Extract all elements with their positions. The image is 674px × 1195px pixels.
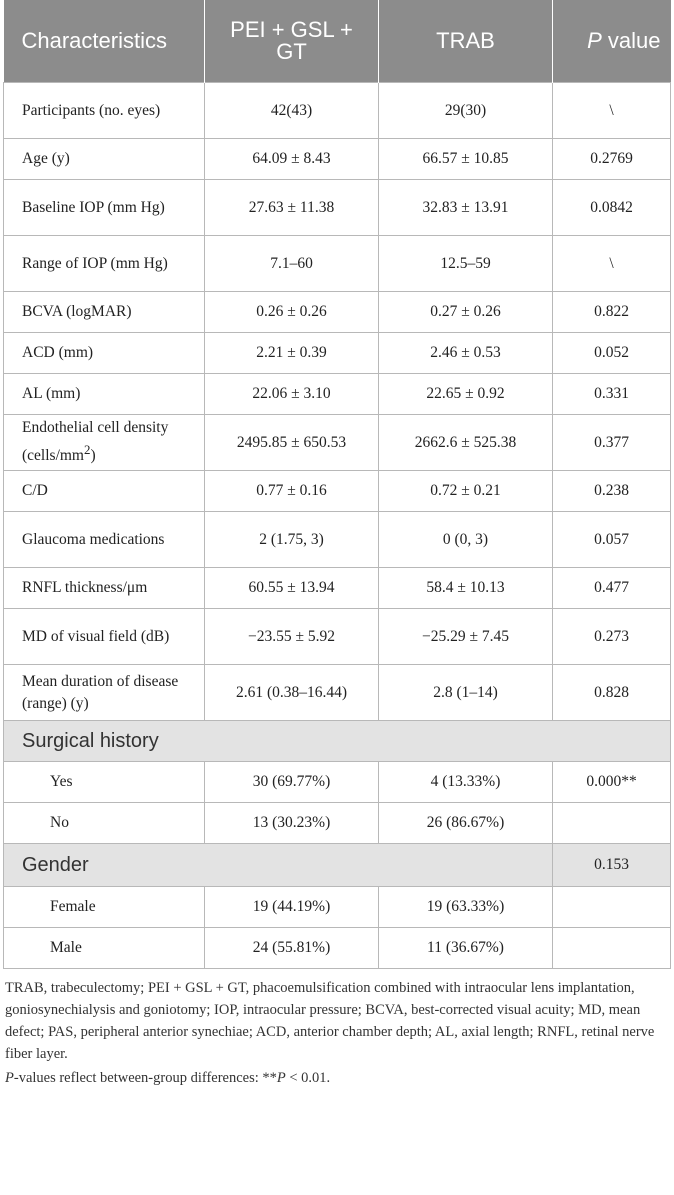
table-row bbox=[4, 292, 671, 333]
row-value-pei: 0.26 ± 0.26 bbox=[205, 292, 379, 333]
row-value-trab: 2.8 (1–14) bbox=[379, 665, 553, 721]
row-p-value: 0.238 bbox=[553, 471, 671, 512]
row-label: Age (y) bbox=[4, 139, 205, 180]
row-value-pei: −23.55 ± 5.92 bbox=[205, 609, 379, 665]
table-row bbox=[4, 236, 671, 292]
row-value-pei: 13 (30.23%) bbox=[205, 803, 379, 844]
row-value-trab: 32.83 ± 13.91 bbox=[379, 180, 553, 236]
row-value-trab: 4 (13.33%) bbox=[379, 762, 553, 803]
row-label-end: ) bbox=[90, 447, 96, 465]
row-value-trab: −25.29 ± 7.45 bbox=[379, 609, 553, 665]
table-row bbox=[4, 471, 671, 512]
row-label: Mean duration of disease (range) (y) bbox=[4, 665, 205, 721]
table-row bbox=[4, 139, 671, 180]
row-label: Baseline IOP (mm Hg) bbox=[4, 180, 205, 236]
row-p-value: 0.0842 bbox=[553, 180, 671, 236]
row-label: AL (mm) bbox=[4, 374, 205, 415]
row-label: Male bbox=[4, 928, 205, 969]
row-value-pei: 0.77 ± 0.16 bbox=[205, 471, 379, 512]
row-value-trab: 11 (36.67%) bbox=[379, 928, 553, 969]
header-characteristics: Characteristics bbox=[4, 0, 205, 83]
row-value-trab: 66.57 ± 10.85 bbox=[379, 139, 553, 180]
row-value-pei: 2 (1.75, 3) bbox=[205, 512, 379, 568]
table-row bbox=[4, 665, 671, 721]
row-label-main: Endothelial cell density (cells/mm bbox=[22, 419, 169, 465]
row-p-value: 0.377 bbox=[553, 415, 671, 471]
characteristics-table bbox=[3, 0, 671, 969]
table-row bbox=[4, 928, 671, 969]
row-label: Range of IOP (mm Hg) bbox=[4, 236, 205, 292]
row-p-value: 0.822 bbox=[553, 292, 671, 333]
row-p-value: 0.331 bbox=[553, 374, 671, 415]
row-value-pei: 2495.85 ± 650.53 bbox=[205, 415, 379, 471]
table-row bbox=[4, 568, 671, 609]
row-label bbox=[4, 415, 205, 471]
row-value-pei: 22.06 ± 3.10 bbox=[205, 374, 379, 415]
table-row bbox=[4, 415, 671, 471]
table-row bbox=[4, 762, 671, 803]
table-footnote bbox=[3, 977, 670, 1089]
row-p-value: 0.052 bbox=[553, 333, 671, 374]
section-row-gender bbox=[4, 844, 671, 887]
row-value-pei: 19 (44.19%) bbox=[205, 887, 379, 928]
row-value-pei: 24 (55.81%) bbox=[205, 928, 379, 969]
row-p-value: 0.057 bbox=[553, 512, 671, 568]
section-title-surgical-history: Surgical history bbox=[4, 721, 671, 762]
row-p-value: \ bbox=[553, 83, 671, 139]
row-value-trab: 19 (63.33%) bbox=[379, 887, 553, 928]
row-value-pei: 30 (69.77%) bbox=[205, 762, 379, 803]
footnote-p-italic: P bbox=[5, 1070, 14, 1086]
footnote-p-values bbox=[5, 1067, 670, 1089]
header-pei-gsl-gt: PEI + GSL + GT bbox=[205, 0, 379, 83]
section-row-surgical-history bbox=[4, 721, 671, 762]
row-label: C/D bbox=[4, 471, 205, 512]
row-label: Yes bbox=[4, 762, 205, 803]
row-value-trab: 0.72 ± 0.21 bbox=[379, 471, 553, 512]
footnote-abbreviations: TRAB, trabeculectomy; PEI + GSL + GT, phacoemulsification combined with intraocular lens implantation, goniosynechialysis and goniotomy; IOP, intraocular pressure; BCVA, best-corrected visual acuity; MD, mean defect; PAS, peripheral anterior synechiae; ACD, anterior chamber depth; AL, axial length; RNFL, retinal nerve fiber layer. bbox=[5, 980, 655, 1062]
table-row bbox=[4, 609, 671, 665]
row-value-trab: 58.4 ± 10.13 bbox=[379, 568, 553, 609]
header-row bbox=[4, 0, 671, 83]
row-p-value: 0.477 bbox=[553, 568, 671, 609]
header-trab: TRAB bbox=[379, 0, 553, 83]
row-value-trab: 0 (0, 3) bbox=[379, 512, 553, 568]
table-row bbox=[4, 803, 671, 844]
row-label: Participants (no. eyes) bbox=[4, 83, 205, 139]
row-label: ACD (mm) bbox=[4, 333, 205, 374]
table-row bbox=[4, 374, 671, 415]
table-row bbox=[4, 83, 671, 139]
header-p-italic: P bbox=[587, 28, 602, 53]
row-value-pei: 60.55 ± 13.94 bbox=[205, 568, 379, 609]
row-p-value: 0.273 bbox=[553, 609, 671, 665]
row-value-pei: 7.1–60 bbox=[205, 236, 379, 292]
row-label: Female bbox=[4, 887, 205, 928]
row-p-value: 0.000** bbox=[553, 762, 671, 803]
row-p-value: \ bbox=[553, 236, 671, 292]
row-value-trab: 29(30) bbox=[379, 83, 553, 139]
row-value-trab: 2662.6 ± 525.38 bbox=[379, 415, 553, 471]
row-value-pei: 42(43) bbox=[205, 83, 379, 139]
row-value-trab: 0.27 ± 0.26 bbox=[379, 292, 553, 333]
table-row bbox=[4, 512, 671, 568]
header-p-rest: value bbox=[601, 28, 661, 53]
row-p-value bbox=[553, 928, 671, 969]
row-p-value bbox=[553, 887, 671, 928]
row-value-trab: 2.46 ± 0.53 bbox=[379, 333, 553, 374]
row-p-value: 0.828 bbox=[553, 665, 671, 721]
row-value-trab: 26 (86.67%) bbox=[379, 803, 553, 844]
row-label: No bbox=[4, 803, 205, 844]
footnote-p-end: < 0.01. bbox=[285, 1070, 331, 1086]
section-title-gender: Gender bbox=[4, 844, 553, 887]
row-p-value bbox=[553, 803, 671, 844]
row-value-pei: 2.21 ± 0.39 bbox=[205, 333, 379, 374]
row-label: Glaucoma medications bbox=[4, 512, 205, 568]
row-p-value: 0.2769 bbox=[553, 139, 671, 180]
row-value-pei: 27.63 ± 11.38 bbox=[205, 180, 379, 236]
row-value-pei: 2.61 (0.38–16.44) bbox=[205, 665, 379, 721]
row-label: BCVA (logMAR) bbox=[4, 292, 205, 333]
gender-p-value: 0.153 bbox=[553, 844, 671, 887]
row-label: RNFL thickness/μm bbox=[4, 568, 205, 609]
row-value-trab: 22.65 ± 0.92 bbox=[379, 374, 553, 415]
table-row bbox=[4, 180, 671, 236]
table-container bbox=[3, 0, 670, 1089]
row-value-pei: 64.09 ± 8.43 bbox=[205, 139, 379, 180]
table-row bbox=[4, 887, 671, 928]
header-p-value bbox=[553, 0, 671, 83]
row-label: MD of visual field (dB) bbox=[4, 609, 205, 665]
row-value-trab: 12.5–59 bbox=[379, 236, 553, 292]
footnote-p-text: -values reflect between-group differences: ** bbox=[13, 1070, 277, 1086]
footnote-p-italic-2: P bbox=[276, 1070, 286, 1086]
row-label-sup: 2 bbox=[84, 442, 91, 458]
table-row bbox=[4, 333, 671, 374]
